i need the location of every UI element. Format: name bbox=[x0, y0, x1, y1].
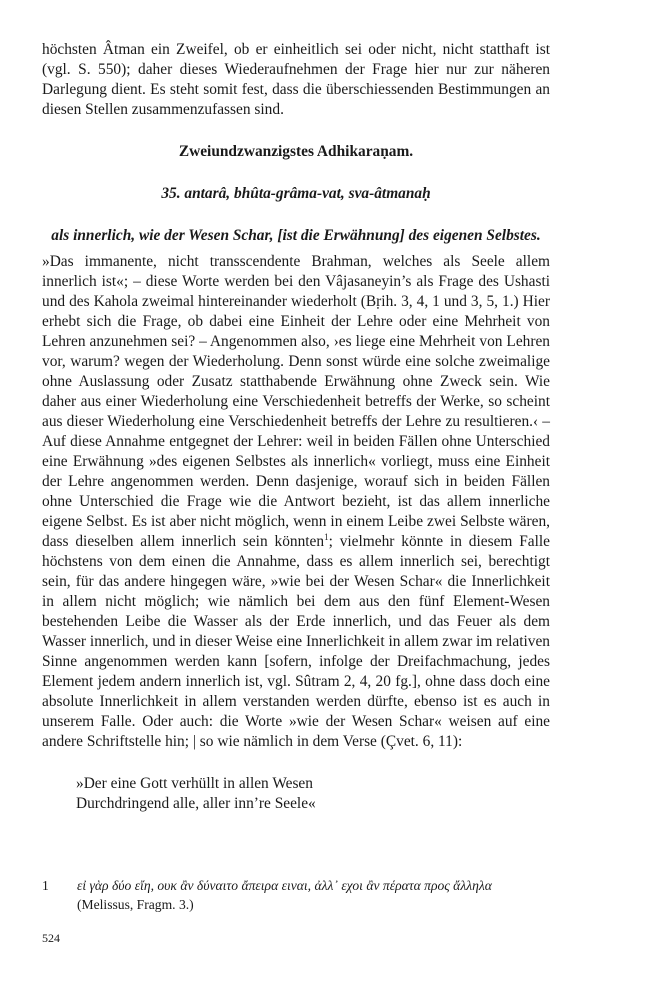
footnote-body bbox=[77, 876, 550, 914]
commentary-text-after-note: ; vielmehr könnte in diesem Falle höchstens von dem einen die Annahme, dass es allem innerlich sei, berechtigt sein, für das andere hingegen wäre, »wie bei der Wesen Schar« die Innerlichkeit in allem nicht möglich; wie nämlich bei dem aus den fünf Element-Wesen bestehenden Leibe die Wasser als der Erde innerlich, und das Feuer als dem Wasser innerlich, und in dieser Weise eine Innerlichkeit in allem zwar im relativen Sinne angenommen werden kann [sofern, infolge der Dreifachmachung, jedes Element jedem andern innerlich ist, vgl. Sûtram 2, 4, 20 fg.], ohne dass doch eine absolute Innerlichkeit in allem verstanden werden dürfte, ebenso ist es auch in unserem Falle. Oder auch: die Worte »wie der Wesen Schar« weisen auf eine andere Schriftstelle hin; | so wie nämlich in dem Verse (Çvet. 6, 11): bbox=[42, 533, 550, 750]
intro-paragraph: höchsten Âtman ein Zweifel, ob er einheitlich sei oder nicht, nicht statthaft ist (vgl. S. 550); daher dieses Wiederaufnehmen der Frage hier nur zur näheren Darlegung dient. Es steht somit fest, dass die überschiessenden Bestimmungen an diesen Stellen zusammenzufassen sind. bbox=[42, 41, 550, 118]
section-heading: Zweiundzwanzigstes Adhikaraṇam. bbox=[178, 143, 414, 160]
footnote-source: (Melissus, Fragm. 3.) bbox=[77, 897, 194, 912]
verse-line-2: Durchdringend alle, aller inn’re Seele« bbox=[76, 795, 316, 812]
commentary-text-before-note: »Das immanente, nicht transscendente Brahman, welches als Seele allem innerlich ist«; – diese Worte werden bei den Vâjasaneyin’s als Frage des Ushasti und des Kahola zweimal hintereinander wiederholt (Bṛih. 3, 4, 1 und 3, 5, 1.) Hier erhebt sich die Frage, ob dabei eine Einheit der Lehre oder eine Mehrheit von Lehren anzunehmen sei? – Angenommen also, ›es liege eine Mehrheit von Lehren vor, warum? wegen der Wiederholung. Denn sonst würde eine solche zweimalige ohne Auslassung oder Zusatz statthabende Erwähnung ohne Zweck sein. Wie daher aus einer Wiederholung eine Verschiedenheit betreffs der Werke, so scheint aus dieser Wiederholung eine Verschiedenheit betreffs der Lehre zu resultieren.‹ – Auf diese Annahme entgegnet der Lehrer: weil in beiden Fällen ohne Unterschied eine Erwähnung »des eigenen Selbstes als innerlich« vorliegt, muss eine Einheit der Lehre angenommen werden. Denn dasjenige, worauf sich in beiden Fällen ohne Unterschied die Frage wie die Antwort bezieht, ist das allem innerliche eigene Selbst. Es ist aber nicht möglich, wenn in einem Leibe zwei Selbste wären, dass dieselben allem innerlich sein könnten bbox=[42, 253, 550, 550]
verse-line-1: »Der eine Gott verhüllt in allen Wesen bbox=[76, 775, 313, 792]
page-content bbox=[42, 40, 550, 814]
footnote-reference[interactable]: 1 bbox=[324, 531, 329, 542]
footnote-greek-quote: εἰ γὰρ δύο εἴη, ουκ ἂν δύναιτο ἄπειρα ειναι, ἀλλ᾽ εχοι ἂν πέρατα προς ἄλληλα bbox=[77, 878, 492, 893]
footnote-number: 1 bbox=[42, 878, 49, 893]
sutra-translation: als innerlich, wie der Wesen Schar, [ist die Erwähnung] des eigenen Selbstes. bbox=[51, 227, 541, 244]
sutra-line: 35. antarâ, bhûta-grâma-vat, sva-âtmanaḥ bbox=[161, 185, 431, 202]
verse-quote bbox=[76, 774, 550, 814]
footnote bbox=[42, 876, 550, 914]
commentary-paragraph bbox=[42, 252, 550, 752]
page-number: 524 bbox=[42, 931, 60, 945]
